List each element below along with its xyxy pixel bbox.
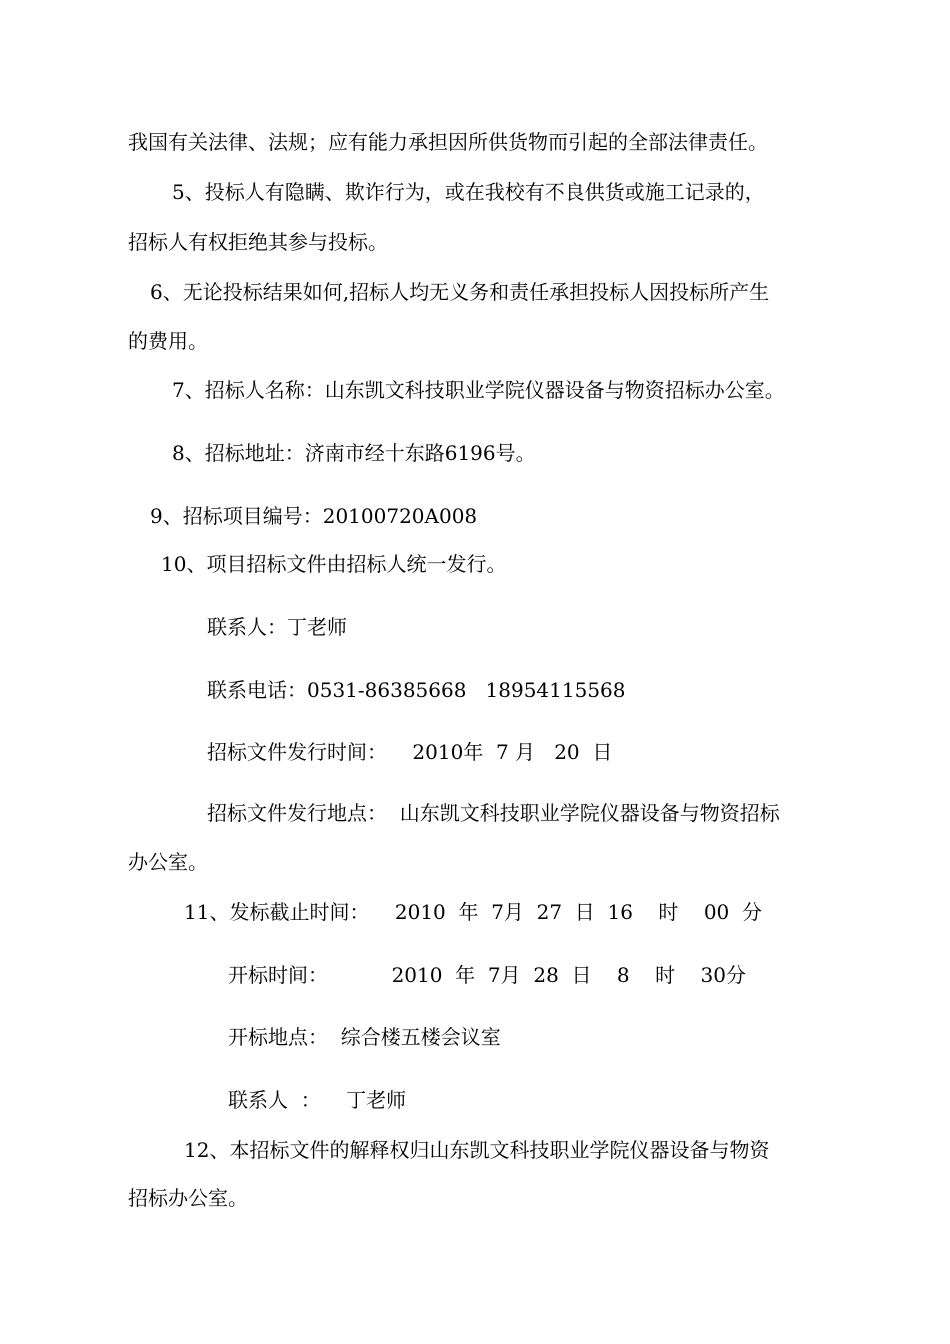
- paragraph-line: 招标办公室。: [128, 1186, 248, 1210]
- paragraph-line: 的费用。: [128, 329, 208, 353]
- paragraph-line: 联系电话：0531-86385668 18954115568: [207, 678, 626, 702]
- paragraph-line: 办公室。: [128, 850, 208, 874]
- paragraph-line: 10、项目招标文件由招标人统一发行。: [161, 552, 507, 576]
- paragraph-line: 开标时间： 2010 年 7月 28 日 8 时 30分: [228, 963, 746, 987]
- paragraph-line: 11、发标截止时间： 2010 年 7月 27 日 16 时 00 分: [184, 900, 762, 924]
- paragraph-line: 6、无论投标结果如何,招标人均无义务和责任承担投标人因投标所产生: [150, 280, 770, 304]
- paragraph-line: 招标文件发行地点： 山东凯文科技职业学院仪器设备与物资招标: [207, 801, 780, 825]
- paragraph-line: 7、招标人名称：山东凯文科技职业学院仪器设备与物资招标办公室。: [172, 378, 785, 402]
- paragraph-line: 开标地点： 综合楼五楼会议室: [228, 1025, 501, 1049]
- paragraph-line: 5、投标人有隐瞒、欺诈行为，或在我校有不良供货或施工记录的，: [172, 180, 765, 204]
- paragraph-line: 9、招标项目编号：20100720A008: [150, 504, 478, 528]
- paragraph-line: 我国有关法律、法规；应有能力承担因所供货物而引起的全部法律责任。: [128, 130, 768, 154]
- paragraph-line: 联系人 ： 丁老师: [228, 1088, 407, 1112]
- paragraph-line: 8、招标地址：济南市经十东路6196号。: [172, 441, 536, 465]
- paragraph-line: 联系人：丁老师: [207, 615, 347, 639]
- paragraph-line: 招标文件发行时间： 2010年 7 月 20 日: [207, 740, 613, 764]
- paragraph-line: 12、本招标文件的解释权归山东凯文科技职业学院仪器设备与物资: [184, 1138, 770, 1162]
- paragraph-line: 招标人有权拒绝其参与投标。: [128, 230, 388, 254]
